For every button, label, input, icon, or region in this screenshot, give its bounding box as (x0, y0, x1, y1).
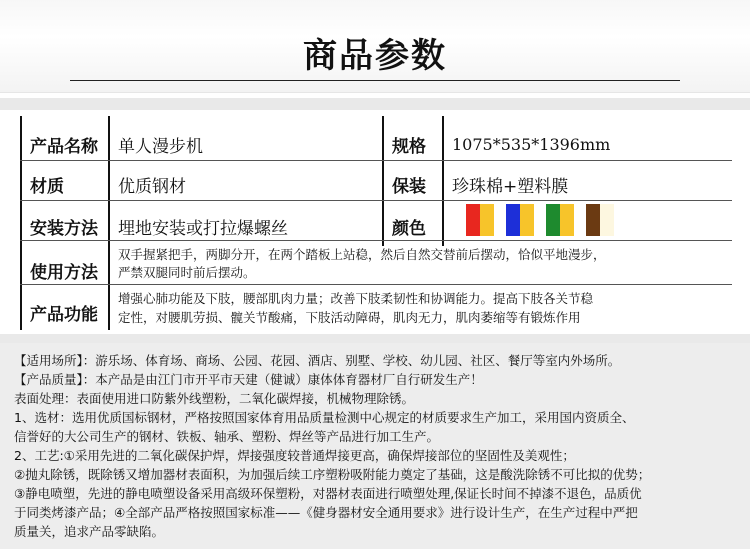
swatch-right (560, 204, 574, 236)
table-rule (20, 160, 732, 161)
value-spec: 1075*535*1396mm (452, 134, 611, 154)
swatch-left (586, 204, 600, 236)
table-divider (108, 116, 110, 330)
info-line: 1、选材：选用优质国标钢材，严格按照国家体育用品质量检测中心规定的材质要求生产加工，采用国内资质全、 (14, 410, 635, 425)
swatch-left (506, 204, 520, 236)
info-line: ②抛丸除锈，既除锈又增加器材表面积，为加强后续工序塑粉吸附能力奠定了基础，这是酸洗除锈不可比拟的优势； (14, 467, 651, 482)
label-spec: 规格 (392, 136, 426, 157)
info-line: 信誉好的大公司生产的钢材、铁板、轴承、塑粉、焊丝等产品进行加工生产。 (14, 429, 440, 444)
label-color: 颜色 (392, 218, 426, 239)
usage-line: 双手握紧把手，两脚分开，在两个踏板上站稳，然后自然交替前后摆动，恰似平地漫步， (118, 247, 606, 262)
color-swatch (506, 204, 534, 236)
info-line: 表面处理：表面使用进口防紫外线塑粉，二氧化碳焊接，机械物理除锈。 (14, 391, 415, 406)
label-packaging: 保装 (392, 176, 426, 197)
label-function: 产品功能 (30, 304, 98, 325)
label-material: 材质 (30, 176, 64, 197)
swatch-left (546, 204, 560, 236)
swatch-right (600, 204, 614, 236)
page-title: 商品参数 (303, 36, 447, 76)
label-product-name: 产品名称 (30, 136, 98, 157)
value-product-name: 单人漫步机 (118, 136, 203, 157)
table-divider (442, 116, 444, 246)
info-section (0, 343, 750, 549)
table-rule (20, 284, 732, 285)
table-divider (20, 116, 22, 330)
separator-bar (0, 98, 750, 110)
swatch-right (520, 204, 534, 236)
color-swatch (546, 204, 574, 236)
usage-line: 严禁双腿同时前后摆动。 (118, 265, 256, 280)
params-table (20, 116, 732, 330)
value-install: 埋地安装或打拉爆螺丝 (118, 218, 288, 239)
title-underline (70, 80, 680, 81)
header-banner (0, 0, 750, 93)
swatch-right (480, 204, 494, 236)
info-line: 2、工艺:①采用先进的二氧化碳保护焊，焊接强度较普通焊接更高，确保焊接部位的坚固性及美观性； (14, 448, 575, 463)
color-swatch (466, 204, 494, 236)
table-rule (20, 200, 732, 201)
color-swatch (586, 204, 614, 236)
info-line: 【适用场所】：游乐场、体育场、商场、公园、花园、酒店、别墅、学校、幼儿园、社区、餐厅等室内外场所。 (14, 353, 621, 368)
table-divider (382, 116, 384, 246)
swatch-left (466, 204, 480, 236)
info-line: 质量关，追求产品零缺陷。 (14, 524, 165, 539)
function-line: 增强心肺功能及下肢，腰部肌肉力量；改善下肢柔韧性和协调能力。提高下肢各关节稳 (118, 291, 594, 306)
label-install: 安装方法 (30, 218, 98, 239)
info-line: 【产品质量】：本产品是由江门市开平市天建（健诚）康体体育器材厂自行研发生产！ (14, 372, 483, 387)
function-line: 定性，对腰肌劳损、髋关节酸痛，下肢活动障碍，肌肉无力，肌肉萎缩等有锻炼作用 (118, 310, 581, 325)
info-line: 于同类烤漆产品；④全部产品严格按照国家标准——《健身器材安全通用要求》进行设计生产，在生产过程中严把 (14, 505, 638, 520)
value-material: 优质钢材 (118, 176, 186, 197)
info-line: ③静电喷塑，先进的静电喷塑设备采用高级环保塑粉，对器材表面进行喷塑处理,保证长时间不掉漆不退色，品质优 (14, 486, 642, 501)
value-packaging: 珍珠棉+塑料膜 (452, 176, 569, 197)
table-rule (20, 240, 732, 241)
label-usage: 使用方法 (30, 262, 98, 283)
